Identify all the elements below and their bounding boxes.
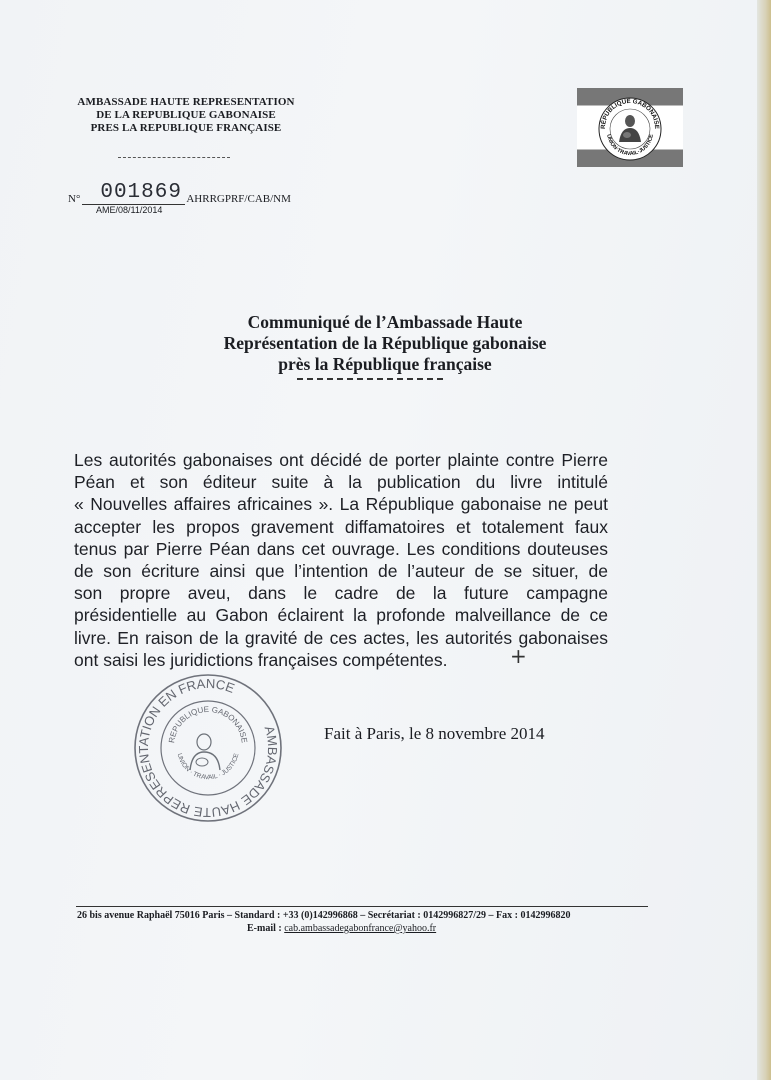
stamp-outer-text: AMBASSADE HAUTE REPRESENTATION EN FRANCE xyxy=(135,675,281,821)
page-edge-strip xyxy=(757,0,771,1080)
svg-text:UNION · TRAVAIL · JUSTICE xyxy=(176,752,241,781)
title-divider xyxy=(297,378,443,380)
coat-of-arms-emblem xyxy=(577,88,683,167)
embassy-header xyxy=(66,96,306,135)
footer-email-line xyxy=(247,923,436,934)
body-line: présidentielle au Gabon éclairent la profonde malveillance de ce xyxy=(74,605,608,626)
date-place-line: Fait à Paris, le 8 novembre 2014 xyxy=(324,724,545,743)
body-line: livre. En raison de la gravité de ces actes, les autorités gabonaises xyxy=(74,627,608,648)
reference-subcode: AME/08/11/2014 xyxy=(96,205,163,215)
embassy-header-line: AMBASSADE HAUTE REPRESENTATION xyxy=(77,96,295,108)
emblem-bottom-text: UNION·TRAVAIL·JUSTICE xyxy=(605,133,655,158)
title-line: Représentation de la République gabonaise xyxy=(223,333,547,353)
title-line: Communiqué de l’Ambassade Haute xyxy=(247,312,523,332)
body-line: tenus par Pierre Péan dans cet ouvrage. Les conditions douteuses xyxy=(74,538,608,559)
body-line: Les autorités gabonaises ont décidé de porter plainte contre Pierre xyxy=(74,450,608,470)
reference-line xyxy=(68,181,291,205)
body-line: accepter les propos gravement diffamatoires et totalement faux xyxy=(74,516,608,537)
emblem-icon xyxy=(577,88,683,167)
communique-title xyxy=(150,312,620,375)
embassy-stamp xyxy=(132,672,284,824)
reference-number-field xyxy=(82,181,185,205)
body-line: son propre aveu, dans le cadre de la future campagne xyxy=(74,583,608,604)
email-label: E-mail : xyxy=(247,923,285,934)
stamp-seal-icon xyxy=(132,672,284,824)
stamp-inner-text: REPUBLIQUE GABONAISE xyxy=(167,704,249,744)
header-divider xyxy=(118,157,230,158)
body-line: « Nouvelles affaires africaines ». La République gabonaise ne peut xyxy=(74,494,608,515)
email-link[interactable]: cab.ambassadegabonfrance@yahoo.fr xyxy=(284,923,437,934)
embassy-header-line: DE LA REPUBLIQUE GABONAISE xyxy=(96,109,276,121)
reference-label: N° xyxy=(68,193,81,205)
emblem-top-text: RÉPUBLIQUE GABONAISE xyxy=(599,97,661,130)
embassy-header-line: PRES LA REPUBLIQUE FRANÇAISE xyxy=(90,122,282,134)
communique-body xyxy=(74,449,608,671)
reference-number: 001869 xyxy=(100,181,182,204)
footer-address: 26 bis avenue Raphaël 75016 Paris – Standard : +33 (0)142996868 – Secrétariat : 0142996827/29 – Fax : 0142996820 xyxy=(77,910,571,921)
footer-divider xyxy=(76,906,648,907)
reference-suffix: AHRRGPRF/CAB/NM xyxy=(186,193,291,205)
stamp-motto-text: UNION · TRAVAIL · JUSTICE xyxy=(175,752,241,782)
title-line: près la République française xyxy=(278,354,492,374)
body-line: de son écriture ainsi que l’intention de l’auteur de se situer, de xyxy=(74,561,608,582)
body-line: ont saisi les juridictions françaises compétentes. xyxy=(74,649,448,670)
body-line: Péan et son éditeur suite à la publication du livre intitulé xyxy=(74,472,608,493)
handwritten-mark: + xyxy=(510,644,527,668)
